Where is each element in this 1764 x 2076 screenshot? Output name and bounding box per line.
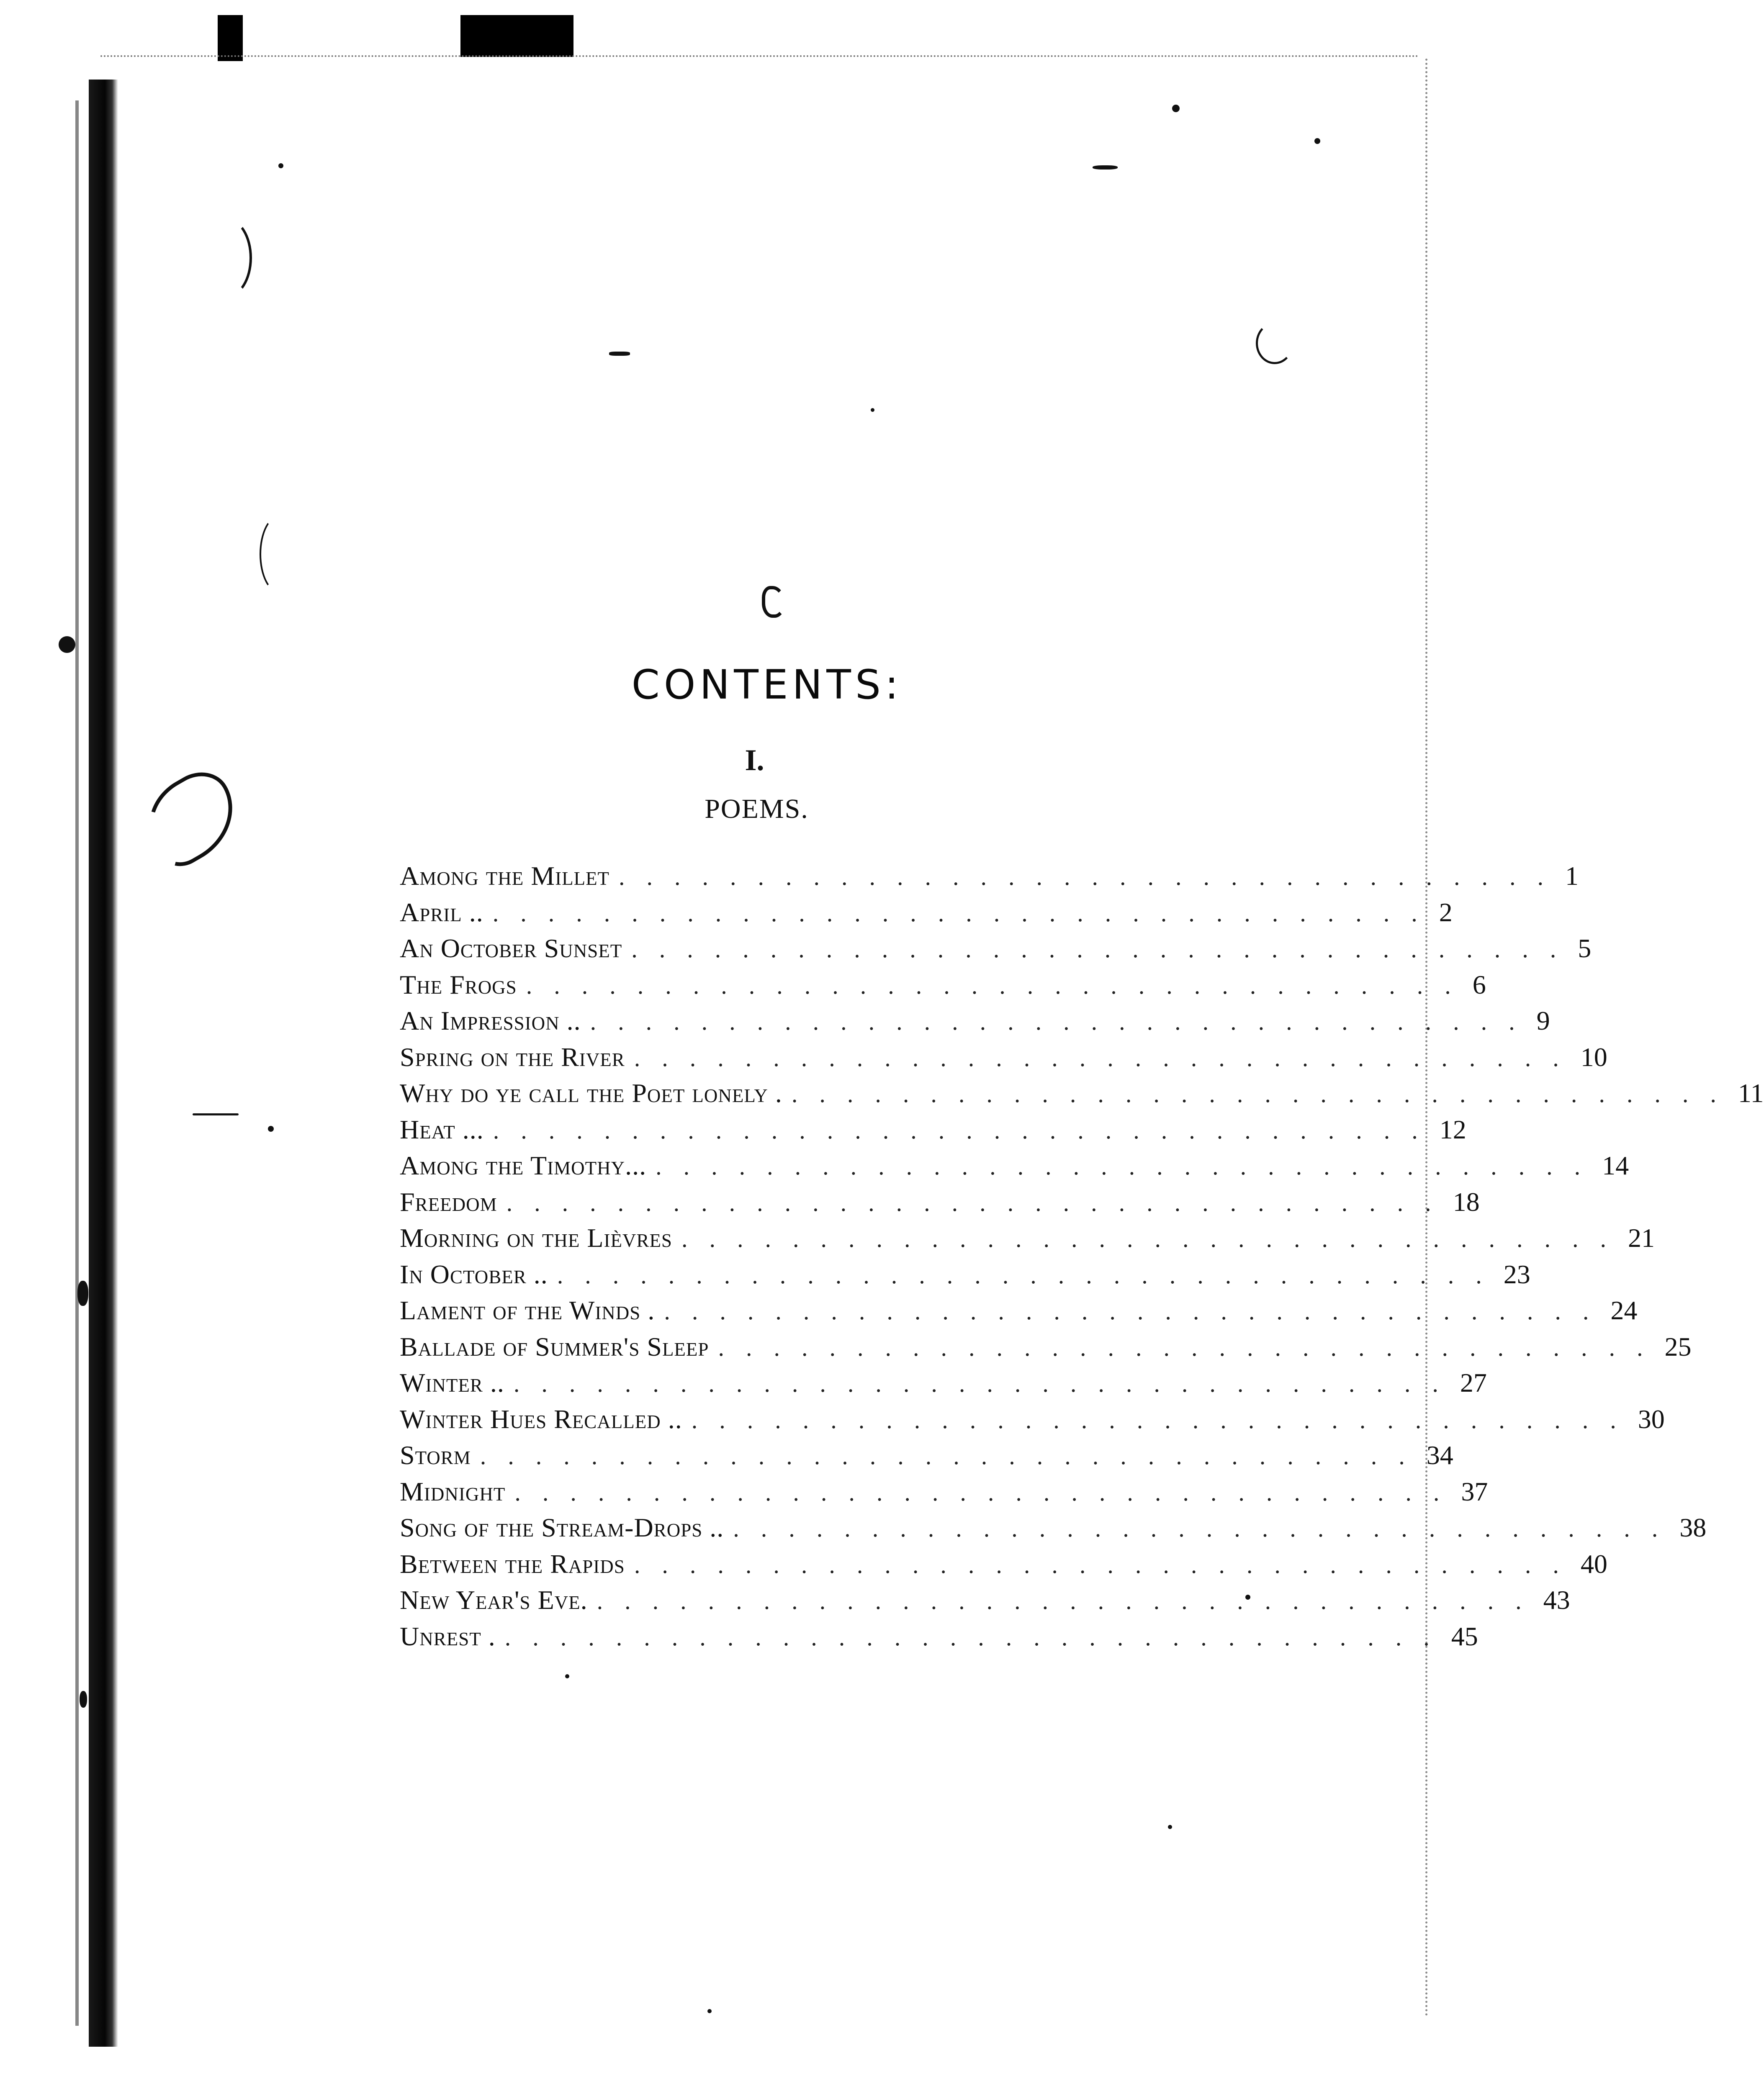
dust-speck <box>1314 138 1320 144</box>
toc-dot-leader: .................................. <box>664 1298 1611 1325</box>
toc-entry-title: Spring on the River <box>400 1042 634 1073</box>
toc-entry-title: An Impression .. <box>400 1005 590 1036</box>
toc-entry-title: April .. <box>400 897 493 928</box>
dust-speck <box>609 352 630 356</box>
toc-entry-page-number: 27 <box>1460 1368 1487 1398</box>
dust-speck <box>59 636 75 653</box>
dust-speck <box>1172 105 1180 112</box>
toc-dot-leader: .................................. <box>557 1261 1504 1289</box>
toc-entry-title: In October .. <box>400 1259 557 1290</box>
toc-entry-page-number: 9 <box>1536 1006 1550 1035</box>
toc-entry-page-number: 45 <box>1451 1621 1478 1651</box>
toc-dot-leader: .................................. <box>656 1153 1602 1180</box>
toc-entry-page-number: 21 <box>1628 1223 1655 1253</box>
toc-entry-title: Winter Hues Recalled .. <box>400 1404 692 1435</box>
toc-entry[interactable] <box>400 1042 1607 1078</box>
toc-dot-leader: .................................. <box>492 899 1439 927</box>
toc-entry[interactable] <box>400 1223 1655 1259</box>
toc-entry[interactable] <box>400 1078 1764 1114</box>
toc-dot-leader: .................................. <box>718 1333 1665 1361</box>
toc-entry-title: Morning on the Lièvres <box>400 1223 681 1254</box>
scan-tab-mark <box>460 15 573 57</box>
toc-dot-leader: .................................. <box>791 1080 1738 1107</box>
dust-speck <box>80 1691 87 1708</box>
toc-entry-page-number: 37 <box>1461 1476 1488 1506</box>
toc-entry[interactable] <box>400 897 1453 933</box>
dust-speck <box>707 2009 712 2013</box>
toc-dot-leader: .................................. <box>619 863 1566 890</box>
toc-dot-leader: .................................. <box>480 1442 1427 1470</box>
dust-speck <box>268 1126 274 1132</box>
dust-speck <box>565 1674 569 1678</box>
toc-entry-page-number: 5 <box>1578 933 1592 963</box>
toc-entry[interactable] <box>400 1187 1480 1223</box>
contents-title: CONTENTS: <box>631 661 903 708</box>
toc-entry[interactable] <box>400 1549 1607 1585</box>
toc-entry[interactable] <box>400 1440 1453 1476</box>
toc-dot-leader: .................................. <box>634 1044 1581 1071</box>
pencil-mark <box>201 218 252 298</box>
dust-speck <box>193 1113 239 1115</box>
toc-entry-page-number: 30 <box>1638 1404 1665 1434</box>
toc-entry-title: The Frogs <box>400 969 526 1000</box>
toc-entry-title: Freedom <box>400 1187 507 1218</box>
toc-entry-page-number: 38 <box>1679 1513 1707 1542</box>
toc-entry[interactable] <box>400 1114 1466 1151</box>
toc-entry-title: New Year's Eve. <box>400 1585 597 1616</box>
toc-entry[interactable] <box>400 1585 1570 1621</box>
section-title: POEMS. <box>705 794 809 824</box>
toc-entry[interactable] <box>400 969 1486 1006</box>
toc-entry-title: Among the Millet <box>400 861 619 892</box>
toc-dot-leader: .................................. <box>733 1515 1680 1542</box>
toc-entry[interactable] <box>400 1150 1629 1187</box>
toc-entry[interactable] <box>400 1621 1478 1657</box>
toc-dot-leader: .................................. <box>504 1623 1451 1651</box>
pencil-mark <box>1256 322 1293 364</box>
toc-entry-title: Between the Rapids <box>400 1549 634 1580</box>
dust-speck <box>278 163 283 168</box>
toc-dot-leader: .................................. <box>493 1116 1440 1144</box>
toc-entry[interactable] <box>400 933 1592 969</box>
toc-dot-leader: .................................. <box>681 1225 1628 1252</box>
toc-entry[interactable] <box>400 1259 1530 1295</box>
page-top-edge <box>100 55 1419 59</box>
toc-entry-page-number: 24 <box>1610 1295 1638 1325</box>
toc-entry[interactable] <box>400 1295 1638 1331</box>
page-right-edge <box>1425 59 1429 2017</box>
toc-entry-page-number: 1 <box>1565 861 1579 891</box>
toc-entry-page-number: 14 <box>1602 1151 1629 1180</box>
toc-entry-title: Ballade of Summer's Sleep <box>400 1331 718 1362</box>
dust-speck <box>1168 1825 1172 1829</box>
toc-dot-leader: .................................. <box>634 1551 1581 1578</box>
toc-entry-title: Why do ye call the Poet lonely . <box>400 1078 792 1109</box>
binding-shadow <box>75 100 79 2026</box>
toc-entry-title: Song of the Stream-Drops .. <box>400 1512 733 1543</box>
toc-dot-leader: .................................. <box>513 1370 1460 1397</box>
toc-entry[interactable] <box>400 861 1579 897</box>
toc-dot-leader: .................................. <box>526 971 1473 999</box>
toc-entry[interactable] <box>400 1331 1692 1368</box>
toc-entry[interactable] <box>400 1005 1550 1042</box>
toc-entry[interactable] <box>400 1367 1487 1404</box>
toc-dot-leader: .................................. <box>691 1406 1638 1434</box>
toc-entry-page-number: 18 <box>1453 1187 1480 1217</box>
section-numeral: I. <box>745 743 764 777</box>
table-of-contents <box>400 861 1764 1657</box>
toc-entry-page-number: 12 <box>1439 1114 1466 1144</box>
toc-entry-title: Heat ... <box>400 1114 493 1145</box>
toc-dot-leader: .................................. <box>506 1189 1453 1216</box>
toc-entry-title: Midnight <box>400 1476 514 1507</box>
toc-entry-title: Among the Timothy... <box>400 1150 656 1181</box>
dust-speck <box>77 1281 88 1306</box>
dust-speck <box>762 586 785 618</box>
toc-entry-page-number: 40 <box>1580 1549 1607 1579</box>
toc-entry-title: Unrest . <box>400 1621 505 1652</box>
toc-entry-page-number: 25 <box>1664 1331 1692 1362</box>
toc-entry-page-number: 11 <box>1738 1078 1764 1108</box>
toc-entry[interactable] <box>400 1512 1707 1549</box>
toc-entry-page-number: 43 <box>1543 1585 1570 1615</box>
pencil-mark <box>260 515 301 594</box>
scan-tab-mark <box>218 15 243 61</box>
dust-speck <box>871 408 874 412</box>
toc-dot-leader: .................................. <box>590 1008 1537 1035</box>
toc-entry-page-number: 6 <box>1472 969 1486 999</box>
toc-dot-leader: .................................. <box>514 1478 1461 1506</box>
toc-entry[interactable] <box>400 1476 1488 1513</box>
toc-entry[interactable] <box>400 1404 1665 1440</box>
toc-entry-title: Lament of the Winds . <box>400 1295 664 1326</box>
toc-entry-title: Storm <box>400 1440 480 1471</box>
toc-entry-title: Winter .. <box>400 1367 514 1398</box>
toc-entry-title: An October Sunset <box>400 933 631 964</box>
toc-entry-page-number: 10 <box>1580 1042 1607 1072</box>
toc-entry-page-number: 23 <box>1503 1259 1530 1289</box>
dust-speck <box>1093 165 1118 170</box>
book-binding-edge <box>89 80 118 2047</box>
toc-entry-page-number: 34 <box>1426 1440 1453 1470</box>
toc-dot-leader: .................................. <box>631 935 1578 963</box>
toc-entry-page-number: 2 <box>1439 897 1453 927</box>
toc-dot-leader: .................................. <box>597 1587 1543 1614</box>
